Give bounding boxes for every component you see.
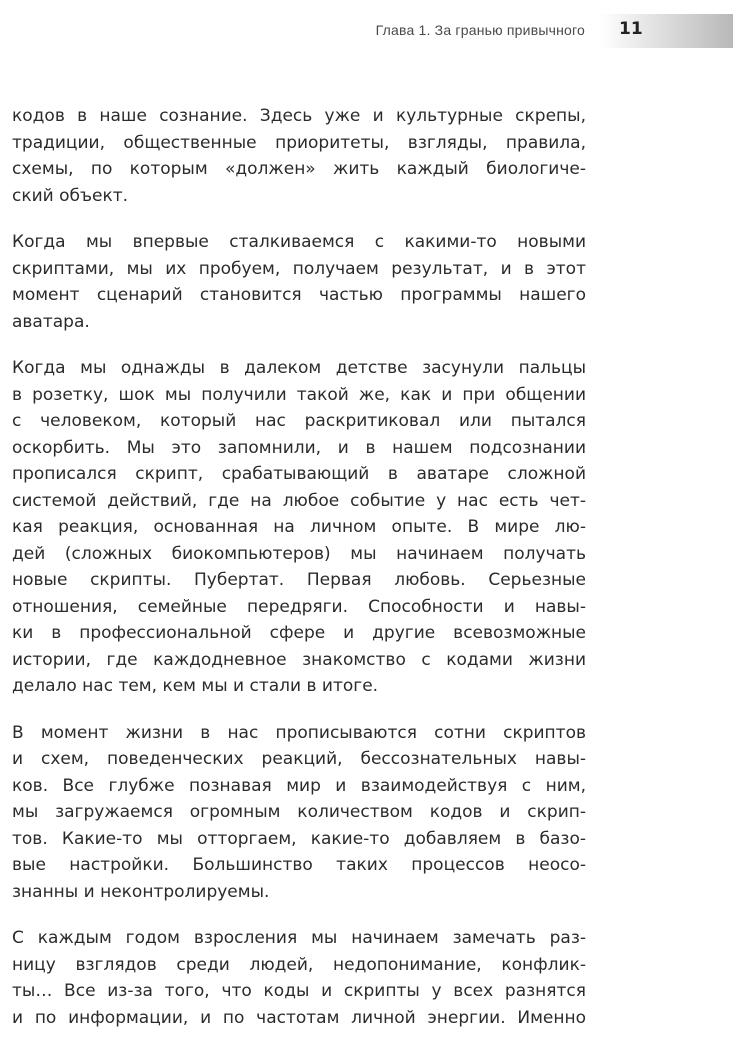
- text-line: ский объект.: [12, 185, 129, 206]
- text-line: В момент жизни в нас прописываются сотни скриптов: [12, 722, 586, 743]
- text-line: дей (сложных биокомпьютеров) мы начинаем получать: [12, 543, 586, 564]
- chapter-title: Глава 1. За гранью привычного: [375, 22, 585, 38]
- text-line: ков. Все глубже познавая мир и взаимодействуя с ним,: [12, 775, 586, 796]
- text-line: схемы, по которым «должен» жить каждый биологиче-: [12, 159, 586, 179]
- text-line: тов. Какие-то мы отторгаем, какие-то добавляем в базо-: [12, 828, 586, 849]
- text-line: и схем, поведенческих реакций, бессознательных навы-: [12, 749, 586, 769]
- page-number: 11: [619, 19, 643, 39]
- text-line: традиции, общественные приоритеты, взгляды, правила,: [12, 132, 586, 153]
- text-line: отношения, семейные передряги. Способности и навы-: [12, 596, 586, 617]
- text-line: знанны и неконтролируемы.: [12, 881, 270, 902]
- text-line: ницу взглядов среди людей, недопонимание, конфлик-: [12, 954, 586, 975]
- text-line: прописался скрипт, срабатывающий в аватаре сложной: [12, 464, 586, 484]
- text-line: ки в профессиональной сфере и другие всевозможные: [12, 623, 586, 643]
- paragraph-4: [12, 720, 586, 906]
- text-line: с человеком, который нас раскритиковал или пытался: [12, 411, 586, 431]
- paragraph-3: [12, 355, 586, 700]
- text-line: в розетку, шок мы получили такой же, как и при общении: [12, 384, 586, 405]
- text-line: Когда мы однажды в далеком детстве засунули пальцы: [12, 358, 586, 378]
- text-line: Когда мы впервые сталкиваемся с какими-то новыми: [12, 232, 586, 252]
- text-line: вые настройки. Большинство таких процессов неосо-: [12, 855, 586, 875]
- paragraph-1: [12, 103, 586, 209]
- text-line: кая реакция, основанная на личном опыте. В мире лю-: [12, 517, 586, 537]
- paragraph-5: [12, 925, 586, 1031]
- text-line: новые скрипты. Пубертат. Первая любовь. Серьезные: [12, 570, 586, 590]
- paragraph-2: [12, 229, 586, 335]
- text-line: и по информации, и по частотам личной энергии. Именно: [12, 1007, 586, 1028]
- body-text: [12, 103, 586, 1051]
- running-header: [0, 14, 733, 48]
- text-line: аватара.: [12, 311, 90, 332]
- text-line: момент сценарий становится частью программы нашего: [12, 285, 586, 305]
- text-line: оскорбить. Мы это запомнили, и в нашем подсознании: [12, 437, 586, 458]
- text-line: системой действий, где на любое событие у нас есть чет-: [12, 490, 586, 511]
- text-line: С каждым годом взросления мы начинаем замечать раз-: [12, 928, 586, 948]
- text-line: скриптами, мы их пробуем, получаем результат, и в этот: [12, 258, 586, 279]
- text-line: истории, где каждодневное знакомство с кодами жизни: [12, 649, 586, 670]
- text-line: кодов в наше сознание. Здесь уже и культурные скрепы,: [12, 106, 586, 126]
- text-line: мы загружаемся огромным количеством кодов и скрип-: [12, 802, 586, 822]
- text-line: делало нас тем, кем мы и стали в итоге.: [12, 676, 379, 696]
- text-line: ты… Все из-за того, что коды и скрипты у всех разнятся: [12, 981, 586, 1001]
